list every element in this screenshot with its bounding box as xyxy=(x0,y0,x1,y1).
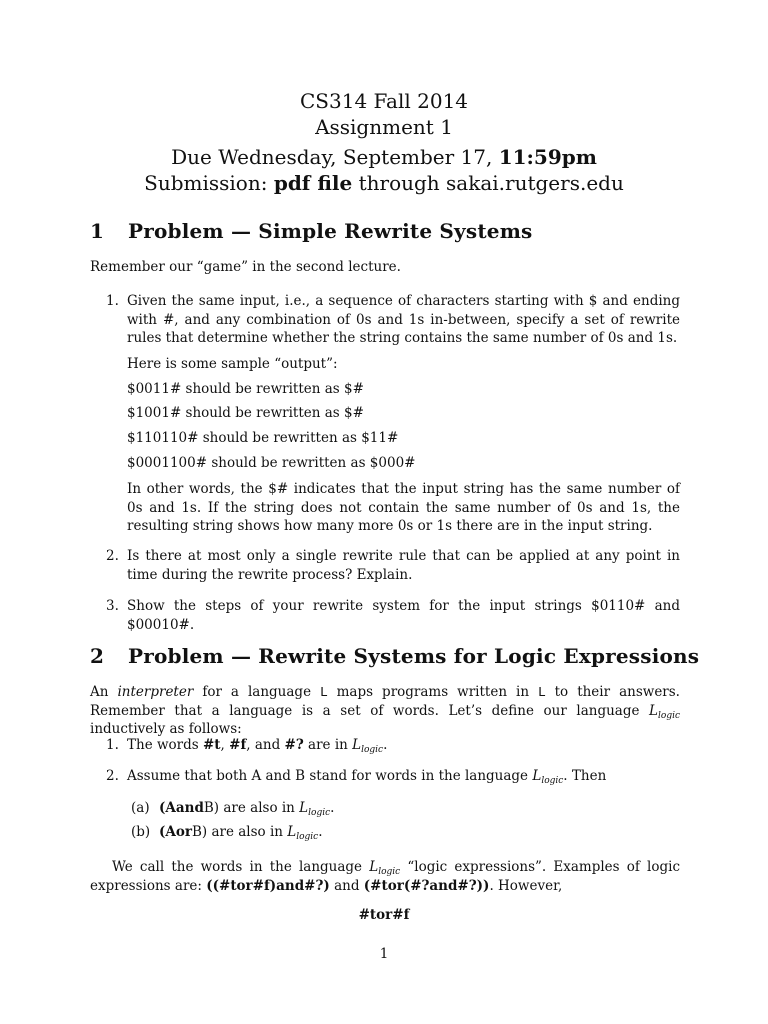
section-1-item-3: 3. Show the steps of your rewrite system for the input strings $0110# and $00010#. xyxy=(106,598,680,633)
section-1-intro: Remember our “game” in the second lecture. xyxy=(90,259,401,275)
section-1-item-2: 2. Is there at most only a single rewrite rule that can be applied at any point in time during the rewrite process? Explain. xyxy=(106,548,680,583)
assignment-title: Assignment 1 xyxy=(315,115,453,139)
section-1-item-1: 1. Given the same input, i.e., a sequence of characters starting with $ and ending with #, and any combination of 0s and 1s in-between, specify a set of rewrite rules that determine whether the string contains the same number of 0s and 1s. xyxy=(106,293,680,346)
due-date: Due Wednesday, September 17, 11:59pm xyxy=(171,145,597,169)
submission-format: pdf file xyxy=(273,171,353,195)
example-expression-1: ((#tor#f)and#?) xyxy=(206,877,330,894)
sample-output-1: $0011# should be rewritten as $# xyxy=(127,381,364,397)
document-header xyxy=(0,88,768,196)
sample-output-explanation: In other words, the $# indicates that the input string has the same number of 0s and 1s. If the string does not contain the same number of 0s and 1s, the resulting string shows how many more 0s or 1s there are in the input string. xyxy=(127,481,680,534)
section-2-item-1: 1. The words #t, #f, and #? are in $L_{logic}$. xyxy=(106,737,388,755)
section-1-heading: 1 Problem — Simple Rewrite Systems xyxy=(90,219,533,243)
page-number: 1 xyxy=(379,946,389,962)
example-expression-2: (#tor(#?and#?)) xyxy=(363,877,490,894)
due-time: 11:59pm xyxy=(498,145,597,169)
section-2-heading: 2 Problem — Rewrite Systems for Logic Expressions xyxy=(90,644,700,668)
sample-output-4: $0001100# should be rewritten as $000# xyxy=(127,455,416,471)
submission-line: Submission: pdf file through sakai.rutgers.edu xyxy=(144,171,624,195)
section-2-item-2: 2. Assume that both A and B stand for words in the language $L_{logic}$. Then xyxy=(106,768,607,786)
sample-output-3: $110110# should be rewritten as $11# xyxy=(127,430,399,446)
course-title: CS314 Fall 2014 xyxy=(299,89,469,113)
centered-expression: #tor#f xyxy=(358,907,410,923)
section-2-intro: An interpreter for a language L maps programs written in L to their answers. Remember that a language is a set of words. Let’s define our language $L_{logic}$ inductively as follows: xyxy=(90,684,680,737)
sample-output-intro: Here is some sample “output”: xyxy=(127,356,338,372)
sample-output-2: $1001# should be rewritten as $# xyxy=(127,405,364,421)
section-2-subitem-a: (a) (AandB) are also in $L_{logic}$. xyxy=(131,800,335,818)
logic-expressions-paragraph: We call the words in the language $L_{logic}$ “logic expressions”. Examples of logic expressions are: ((#tor#f)and#?) and (#tor(#?and#?)). However, xyxy=(90,859,681,894)
section-2-subitem-b: (b) (AorB) are also in $L_{logic}$. xyxy=(131,824,323,842)
